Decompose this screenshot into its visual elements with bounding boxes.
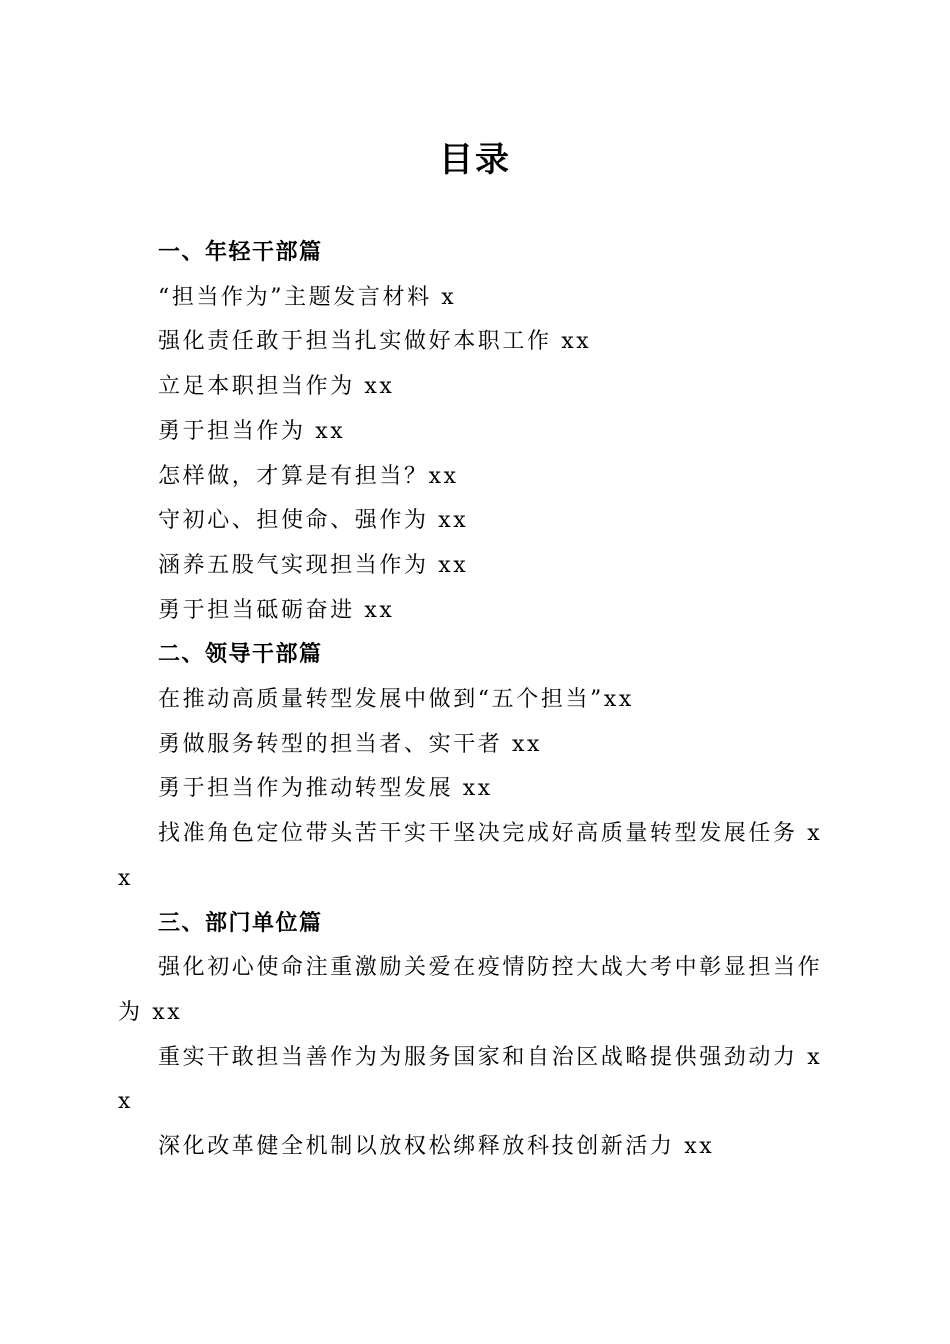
section-heading: 三、部门单位篇 — [158, 910, 323, 936]
toc-entry[interactable]: 勇于担当砥砺奋进 xx — [158, 597, 395, 623]
page-title: 目录 — [439, 140, 511, 180]
toc-entry[interactable]: 立足本职担当作为 xx — [158, 374, 395, 400]
toc-entry[interactable]: 涵养五股气实现担当作为 xx — [158, 552, 469, 578]
table-of-contents — [118, 231, 830, 1170]
toc-entry[interactable]: 勇于担当作为 xx — [158, 418, 346, 444]
toc-entry[interactable]: 守初心、担使命、强作为 xx — [158, 508, 469, 534]
section-heading: 二、领导干部篇 — [158, 642, 323, 668]
toc-entry[interactable]: 怎样做，才算是有担当？xx — [158, 463, 459, 489]
toc-entry[interactable]: 强化责任敢于担当扎实做好本职工作 xx — [158, 329, 592, 355]
toc-entry[interactable]: 强化初心使命注重激励关爱在疫情防控大战大考中彰显担当作为 xx — [118, 955, 823, 1025]
toc-entry[interactable]: “担当作为”主题发言材料 x — [158, 284, 457, 310]
toc-entry[interactable]: 在推动高质量转型发展中做到“五个担当”xx — [158, 687, 634, 713]
toc-entry[interactable]: 深化改革健全机制以放权松绑释放科技创新活力 xx — [158, 1134, 715, 1160]
toc-entry[interactable]: 勇于担当作为推动转型发展 xx — [158, 776, 493, 802]
toc-entry[interactable]: 重实干敢担当善作为为服务国家和自治区战略提供强劲动力 xx — [118, 1044, 823, 1115]
toc-entry[interactable]: 勇做服务转型的担当者、实干者 xx — [158, 731, 543, 757]
section-heading: 一、年轻干部篇 — [158, 240, 323, 265]
toc-entry[interactable]: 找准角色定位带头苦干实干坚决完成好高质量转型发展任务 xx — [118, 821, 823, 891]
